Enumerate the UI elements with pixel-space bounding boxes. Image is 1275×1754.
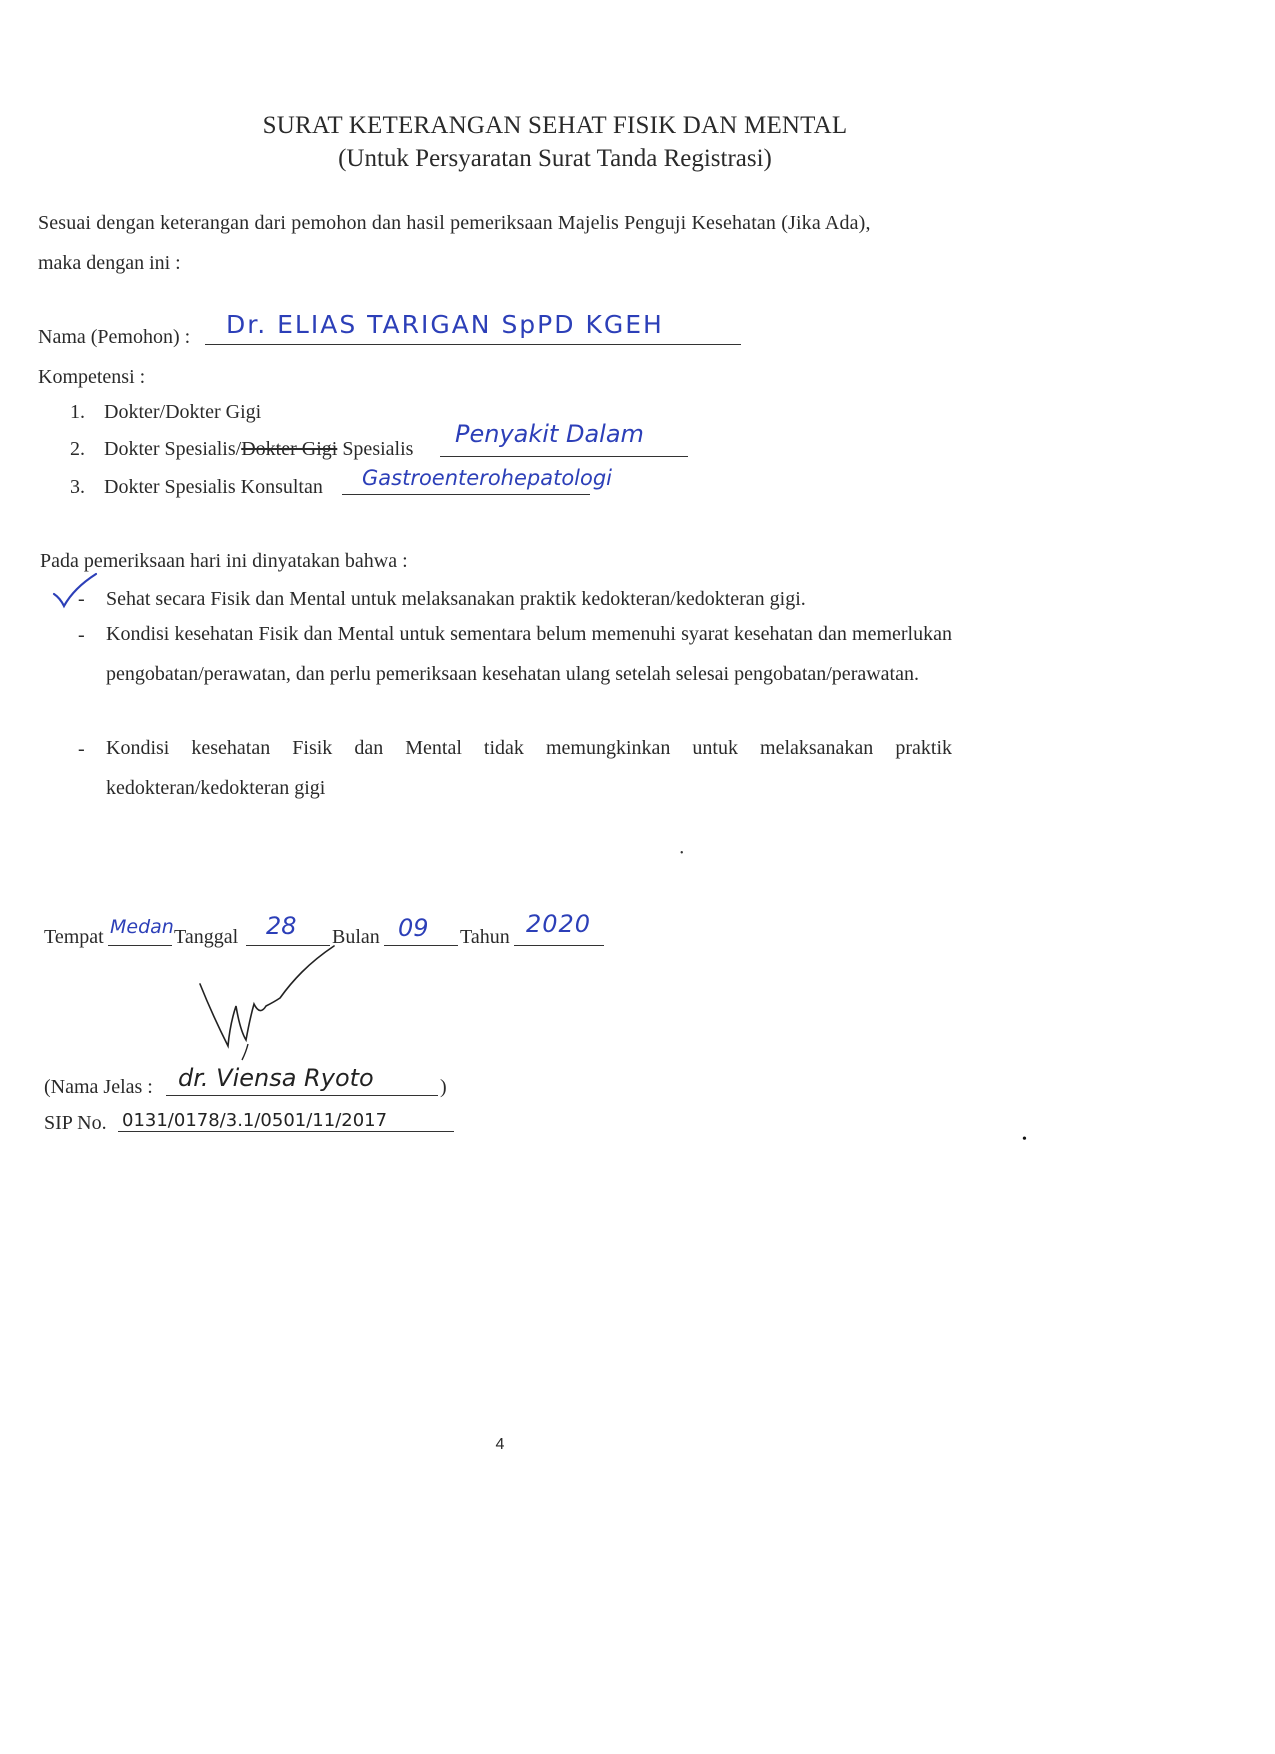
month-value: 09 — [398, 914, 429, 942]
kompetensi-2-number: 2. — [70, 438, 85, 460]
clear-name-label: (Nama Jelas : — [44, 1076, 153, 1098]
statement-2-text: Kondisi kesehatan Fisik dan Mental untuk sementara belum memenuhi syarat kesehatan dan memerlukan pengobatan/perawatan, dan perlu pemeriksaan kesehatan ulang setelah selesai pengobatan/perawatan. — [106, 623, 952, 685]
year-underline — [514, 945, 604, 946]
checkmark-icon — [52, 572, 98, 612]
place-value: Medan — [110, 916, 174, 938]
sip-underline — [118, 1131, 454, 1132]
kompetensi-2-suffix: Spesialis — [337, 438, 414, 460]
intro-line-2: maka dengan ini : — [38, 252, 181, 274]
statement-3-text: Kondisi kesehatan Fisik dan Mental tidak memungkinkan untuk melaksanakan praktik kedokteran/kedokteran gigi — [106, 737, 952, 799]
sip-value: 0131/0178/3.1/0501/11/2017 — [122, 1110, 388, 1131]
kompetensi-1-text: Dokter/Dokter Gigi — [104, 401, 262, 423]
exam-label: Pada pemeriksaan hari ini dinyatakan bahwa : — [40, 550, 408, 572]
statement-3-bullet: - — [78, 738, 85, 760]
year-label: Tahun — [460, 926, 510, 948]
statement-1-text: Sehat secara Fisik dan Mental untuk melaksanakan praktik kedokteran/kedokteran gigi. — [106, 588, 806, 610]
intro-line-1: Sesuai dengan keterangan dari pemohon dan hasil pemeriksaan Majelis Penguji Kesehatan (Jika Ada), — [38, 212, 871, 234]
kompetensi-3-underline — [342, 494, 590, 495]
document-subtitle: (Untuk Persyaratan Surat Tanda Registrasi) — [338, 145, 772, 172]
scan-speck: • — [1022, 1132, 1027, 1147]
kompetensi-2-value: Penyakit Dalam — [455, 420, 644, 448]
kompetensi-label: Kompetensi : — [38, 366, 146, 388]
clear-name-close: ) — [440, 1076, 447, 1098]
kompetensi-2-text — [104, 438, 413, 461]
place-underline — [108, 945, 172, 946]
kompetensi-2-underline — [440, 456, 688, 457]
signature-mark — [190, 944, 340, 1064]
name-underline — [205, 344, 741, 345]
kompetensi-2-prefix: Dokter Spesialis/ — [104, 438, 242, 460]
name-value: Dr. ELIAS TARIGAN SpPD KGEH — [226, 310, 664, 339]
page-number: 4 — [495, 1436, 505, 1453]
document-title: SURAT KETERANGAN SEHAT FISIK DAN MENTAL — [262, 112, 848, 139]
statement-2-bullet: - — [78, 624, 85, 646]
kompetensi-3-text: Dokter Spesialis Konsultan — [104, 476, 323, 498]
year-value: 2020 — [526, 910, 592, 938]
kompetensi-3-value: Gastroenterohepatologi — [362, 466, 613, 490]
statement-1-bullet: - — [78, 588, 85, 610]
month-label: Bulan — [332, 926, 380, 948]
clear-name-value: dr. Viensa Ryoto — [178, 1064, 374, 1092]
clear-name-underline — [166, 1095, 438, 1096]
kompetensi-2-struck: Dokter Gigi — [241, 438, 338, 460]
kompetensi-3-number: 3. — [70, 476, 85, 498]
month-underline — [384, 945, 458, 946]
sip-label: SIP No. — [44, 1112, 107, 1134]
scan-speck: • — [680, 848, 684, 859]
date-label: Tanggal — [174, 926, 239, 948]
place-label: Tempat — [44, 926, 104, 948]
date-value: 28 — [266, 912, 297, 940]
kompetensi-1-number: 1. — [70, 401, 85, 423]
name-label: Nama (Pemohon) : — [38, 326, 191, 348]
